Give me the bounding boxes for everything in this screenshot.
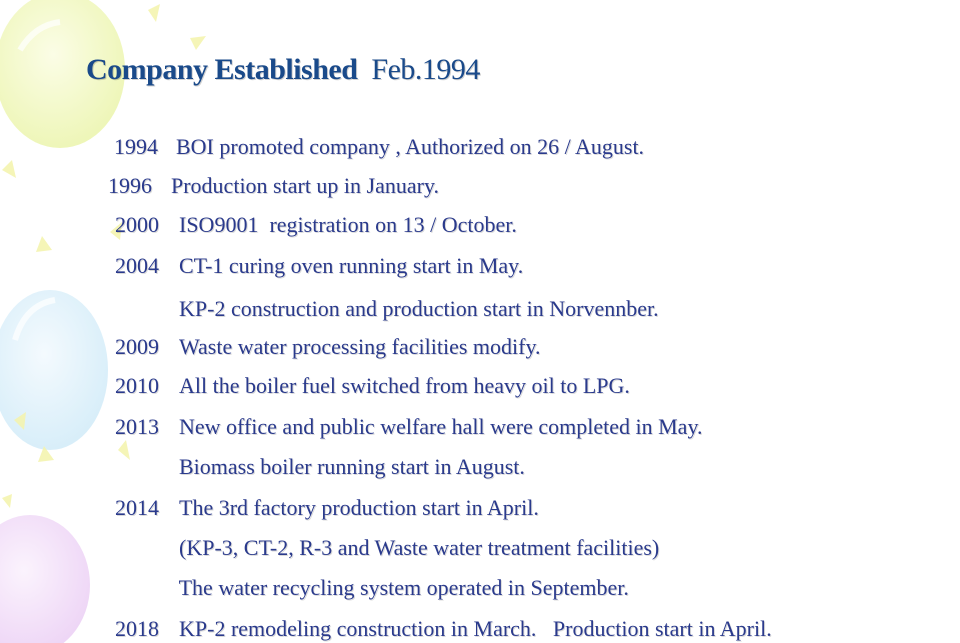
history-text: BOI promoted company , Authorized on 26 / August. xyxy=(176,134,645,159)
history-year: 2014 xyxy=(115,495,159,520)
history-text: (KP-3, CT-2, R-3 and Waste water treatment facilities) xyxy=(179,535,660,560)
history-text: The 3rd factory production start in April. xyxy=(179,495,539,520)
history-year: 1996 xyxy=(108,173,152,198)
history-text: Waste water processing facilities modify. xyxy=(179,334,541,359)
history-text: KP-2 construction and production start in Norvennber. xyxy=(179,296,659,321)
history-text: New office and public welfare hall were completed in May. xyxy=(179,414,703,439)
history-row xyxy=(104,590,772,642)
title-main: Company Established xyxy=(86,53,358,86)
history-text: ISO9001 registration on 13 / October. xyxy=(179,212,517,237)
history-year: 1994 xyxy=(114,134,158,159)
history-year: 2018 xyxy=(115,616,159,641)
purple-balloon-icon xyxy=(0,515,90,643)
history-text: CT-1 curing oven running start in May. xyxy=(179,253,524,278)
history-year: 2009 xyxy=(115,334,159,359)
page-title xyxy=(86,53,480,87)
history-year: 2010 xyxy=(115,373,159,398)
history-text: KP-2 remodeling construction in March. Production start in April. xyxy=(179,616,772,641)
title-date: Feb.1994 xyxy=(371,53,480,86)
history-year: 2013 xyxy=(115,414,159,439)
history-year: 2000 xyxy=(115,212,159,237)
history-text: The water recycling system operated in September. xyxy=(178,575,629,600)
history-text: Production start up in January. xyxy=(171,173,440,198)
history-year: 2004 xyxy=(115,253,159,278)
history-text: All the boiler fuel switched from heavy oil to LPG. xyxy=(179,373,630,398)
blue-balloon-icon xyxy=(0,290,108,450)
history-text: Biomass boiler running start in August. xyxy=(179,454,525,479)
